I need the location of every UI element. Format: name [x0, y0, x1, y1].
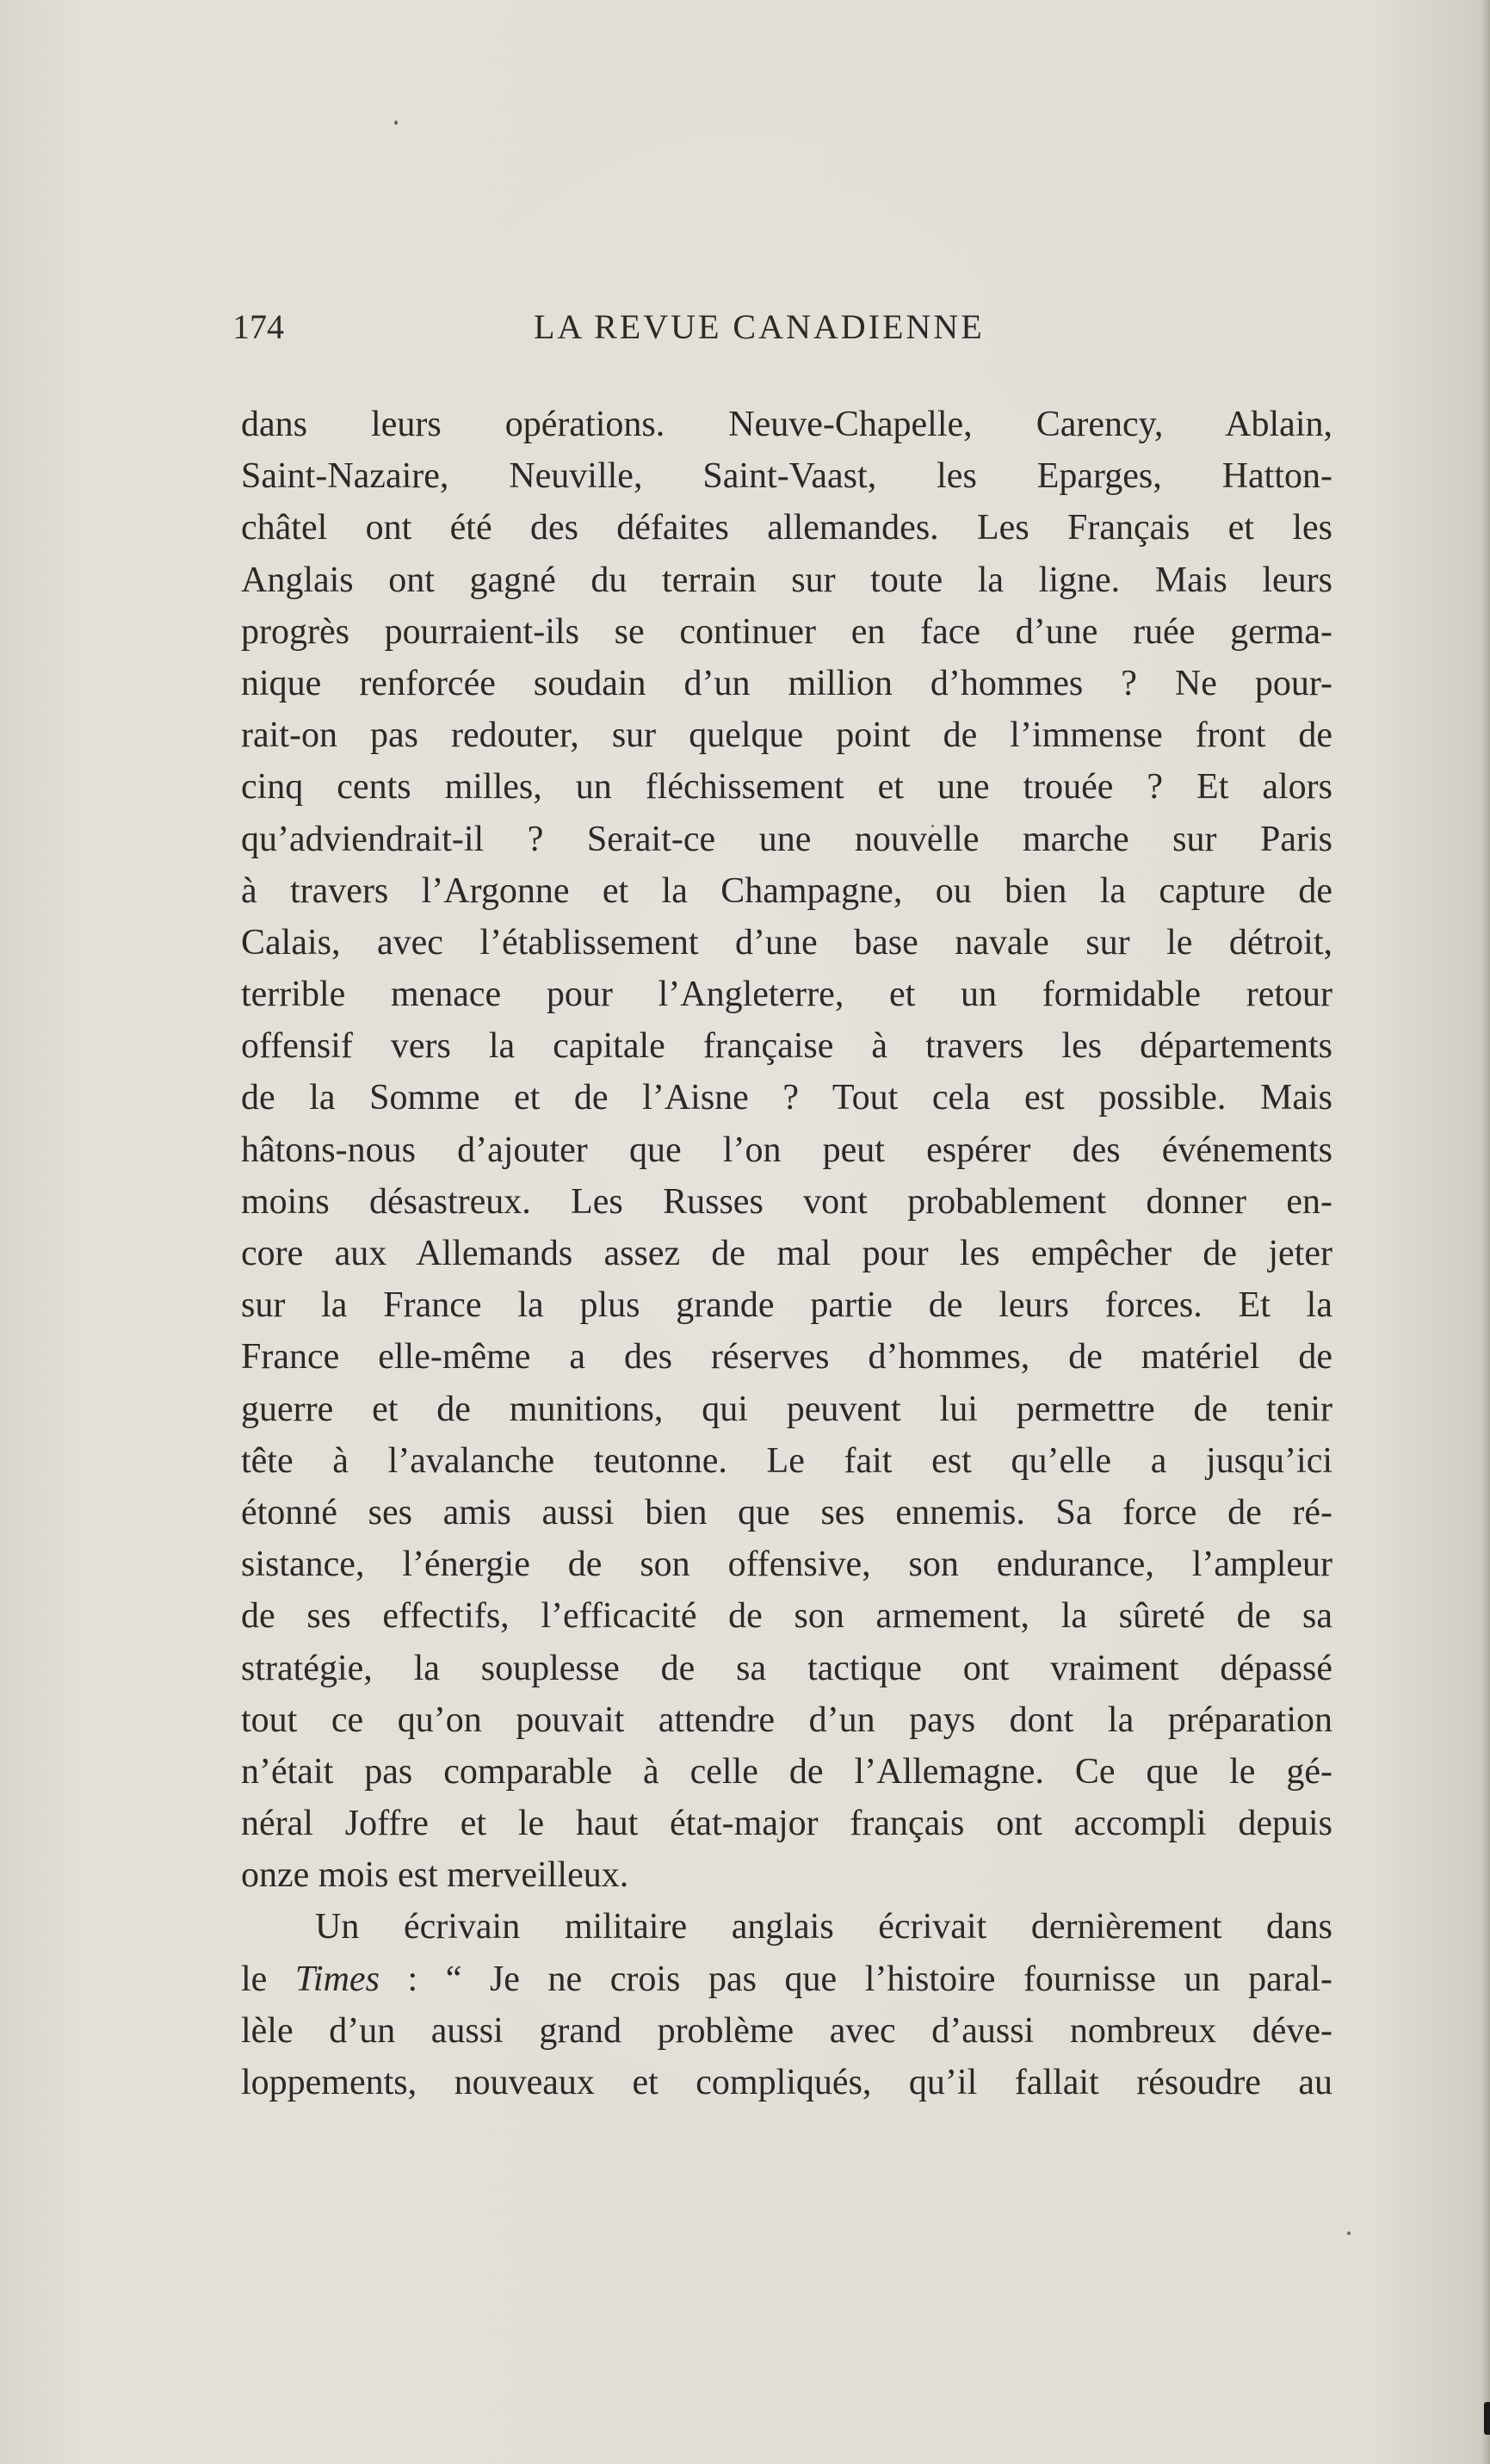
text-line: à travers l’Argonne et la Champagne, ou bien la capture de: [241, 870, 1332, 911]
text-line: n’était pas comparable à celle de l’Allemagne. Ce que le gé-: [241, 1751, 1332, 1792]
text-line: moins désastreux. Les Russes vont probablement donner en-: [241, 1181, 1332, 1222]
text-line: lèle d’un aussi grand problème avec d’aussi nombreux déve-: [241, 2010, 1332, 2051]
paper-speck: [1347, 2232, 1351, 2235]
body-text: [241, 399, 1332, 2108]
text-line: onze mois est merveilleux.: [241, 1855, 629, 1896]
text-line: core aux Allemands assez de mal pour les empêcher de jeter: [241, 1234, 1332, 1273]
text-line: France elle-même a des réserves d’hommes, de matériel de: [241, 1337, 1332, 1377]
text-line: dans leurs opérations. Neuve-Chapelle, Carency, Ablain,: [241, 405, 1332, 444]
page-number: 174: [232, 307, 284, 346]
text-line: nique renforcée soudain d’un million d’hommes ? Ne pour-: [241, 663, 1332, 703]
text-line: progrès pourraient-ils se continuer en face d’une ruée germa-: [241, 611, 1332, 652]
text-line: Saint-Nazaire, Neuville, Saint-Vaast, les Eparges, Hatton-: [241, 456, 1332, 497]
text-line: [241, 1953, 1332, 2005]
text-line: sur la France la plus grande partie de leurs forces. Et la: [241, 1285, 1332, 1326]
text-line: hâtons-nous d’ajouter que l’on peut espérer des événements: [241, 1130, 1332, 1170]
text-fragment: le: [241, 1959, 295, 1999]
text-fragment: : “ Je ne crois pas que l’histoire fournisse un paral-: [379, 1959, 1332, 1999]
text-line: guerre et de munitions, qui peuvent lui permettre de tenir: [241, 1389, 1332, 1429]
journal-title: LA REVUE CANADIENNE: [534, 307, 985, 346]
running-head: [232, 301, 1343, 353]
text-line: Calais, avec l’établissement d’une base navale sur le détroit,: [241, 922, 1332, 963]
text-line: cinq cents milles, un fléchissement et une trouée ? Et alors: [241, 767, 1332, 808]
text-line: Anglais ont gagné du terrain sur toute la ligne. Mais leurs: [241, 560, 1332, 600]
text-line: néral Joffre et le haut état-major français ont accompli depuis: [241, 1804, 1332, 1844]
text-line: loppements, nouveaux et compliqués, qu’il fallait résoudre au: [241, 2063, 1332, 2102]
text-line: étonné ses amis aussi bien que ses ennemis. Sa force de ré-: [241, 1492, 1332, 1532]
text-line: offensif vers la capitale française à travers les départements: [241, 1026, 1332, 1067]
text-line: tout ce qu’on pouvait attendre d’un pays dont la préparation: [241, 1699, 1332, 1740]
paper-speck: [394, 121, 398, 125]
text-line: sistance, l’énergie de son offensive, son endurance, l’ampleur: [241, 1545, 1332, 1585]
text-line: terrible menace pour l’Angleterre, et un formidable retour: [241, 975, 1332, 1015]
newspaper-title: Times: [294, 1959, 380, 1999]
page-edge-mark: [1484, 2402, 1490, 2435]
page-edge-shadow: [1481, 0, 1490, 2464]
text-line: de la Somme et de l’Aisne ? Tout cela est possible. Mais: [241, 1078, 1332, 1118]
text-line: châtel ont été des défaites allemandes. Les Français et les: [241, 508, 1332, 548]
text-line: Un écrivain militaire anglais écrivait dernièrement dans: [315, 1907, 1332, 1947]
text-line: stratégie, la souplesse de sa tactique ont vraiment dépassé: [241, 1648, 1332, 1688]
text-line: tête à l’avalanche teutonne. Le fait est qu’elle a jusqu’ici: [241, 1440, 1332, 1481]
text-line: rait-on pas redouter, sur quelque point de l’immense front de: [241, 715, 1332, 756]
text-line: de ses effectifs, l’efficacité de son armement, la sûreté de sa: [241, 1596, 1332, 1637]
text-line: qu’adviendrait-il ? Serait-ce une nouvelle marche sur Paris: [241, 819, 1332, 859]
